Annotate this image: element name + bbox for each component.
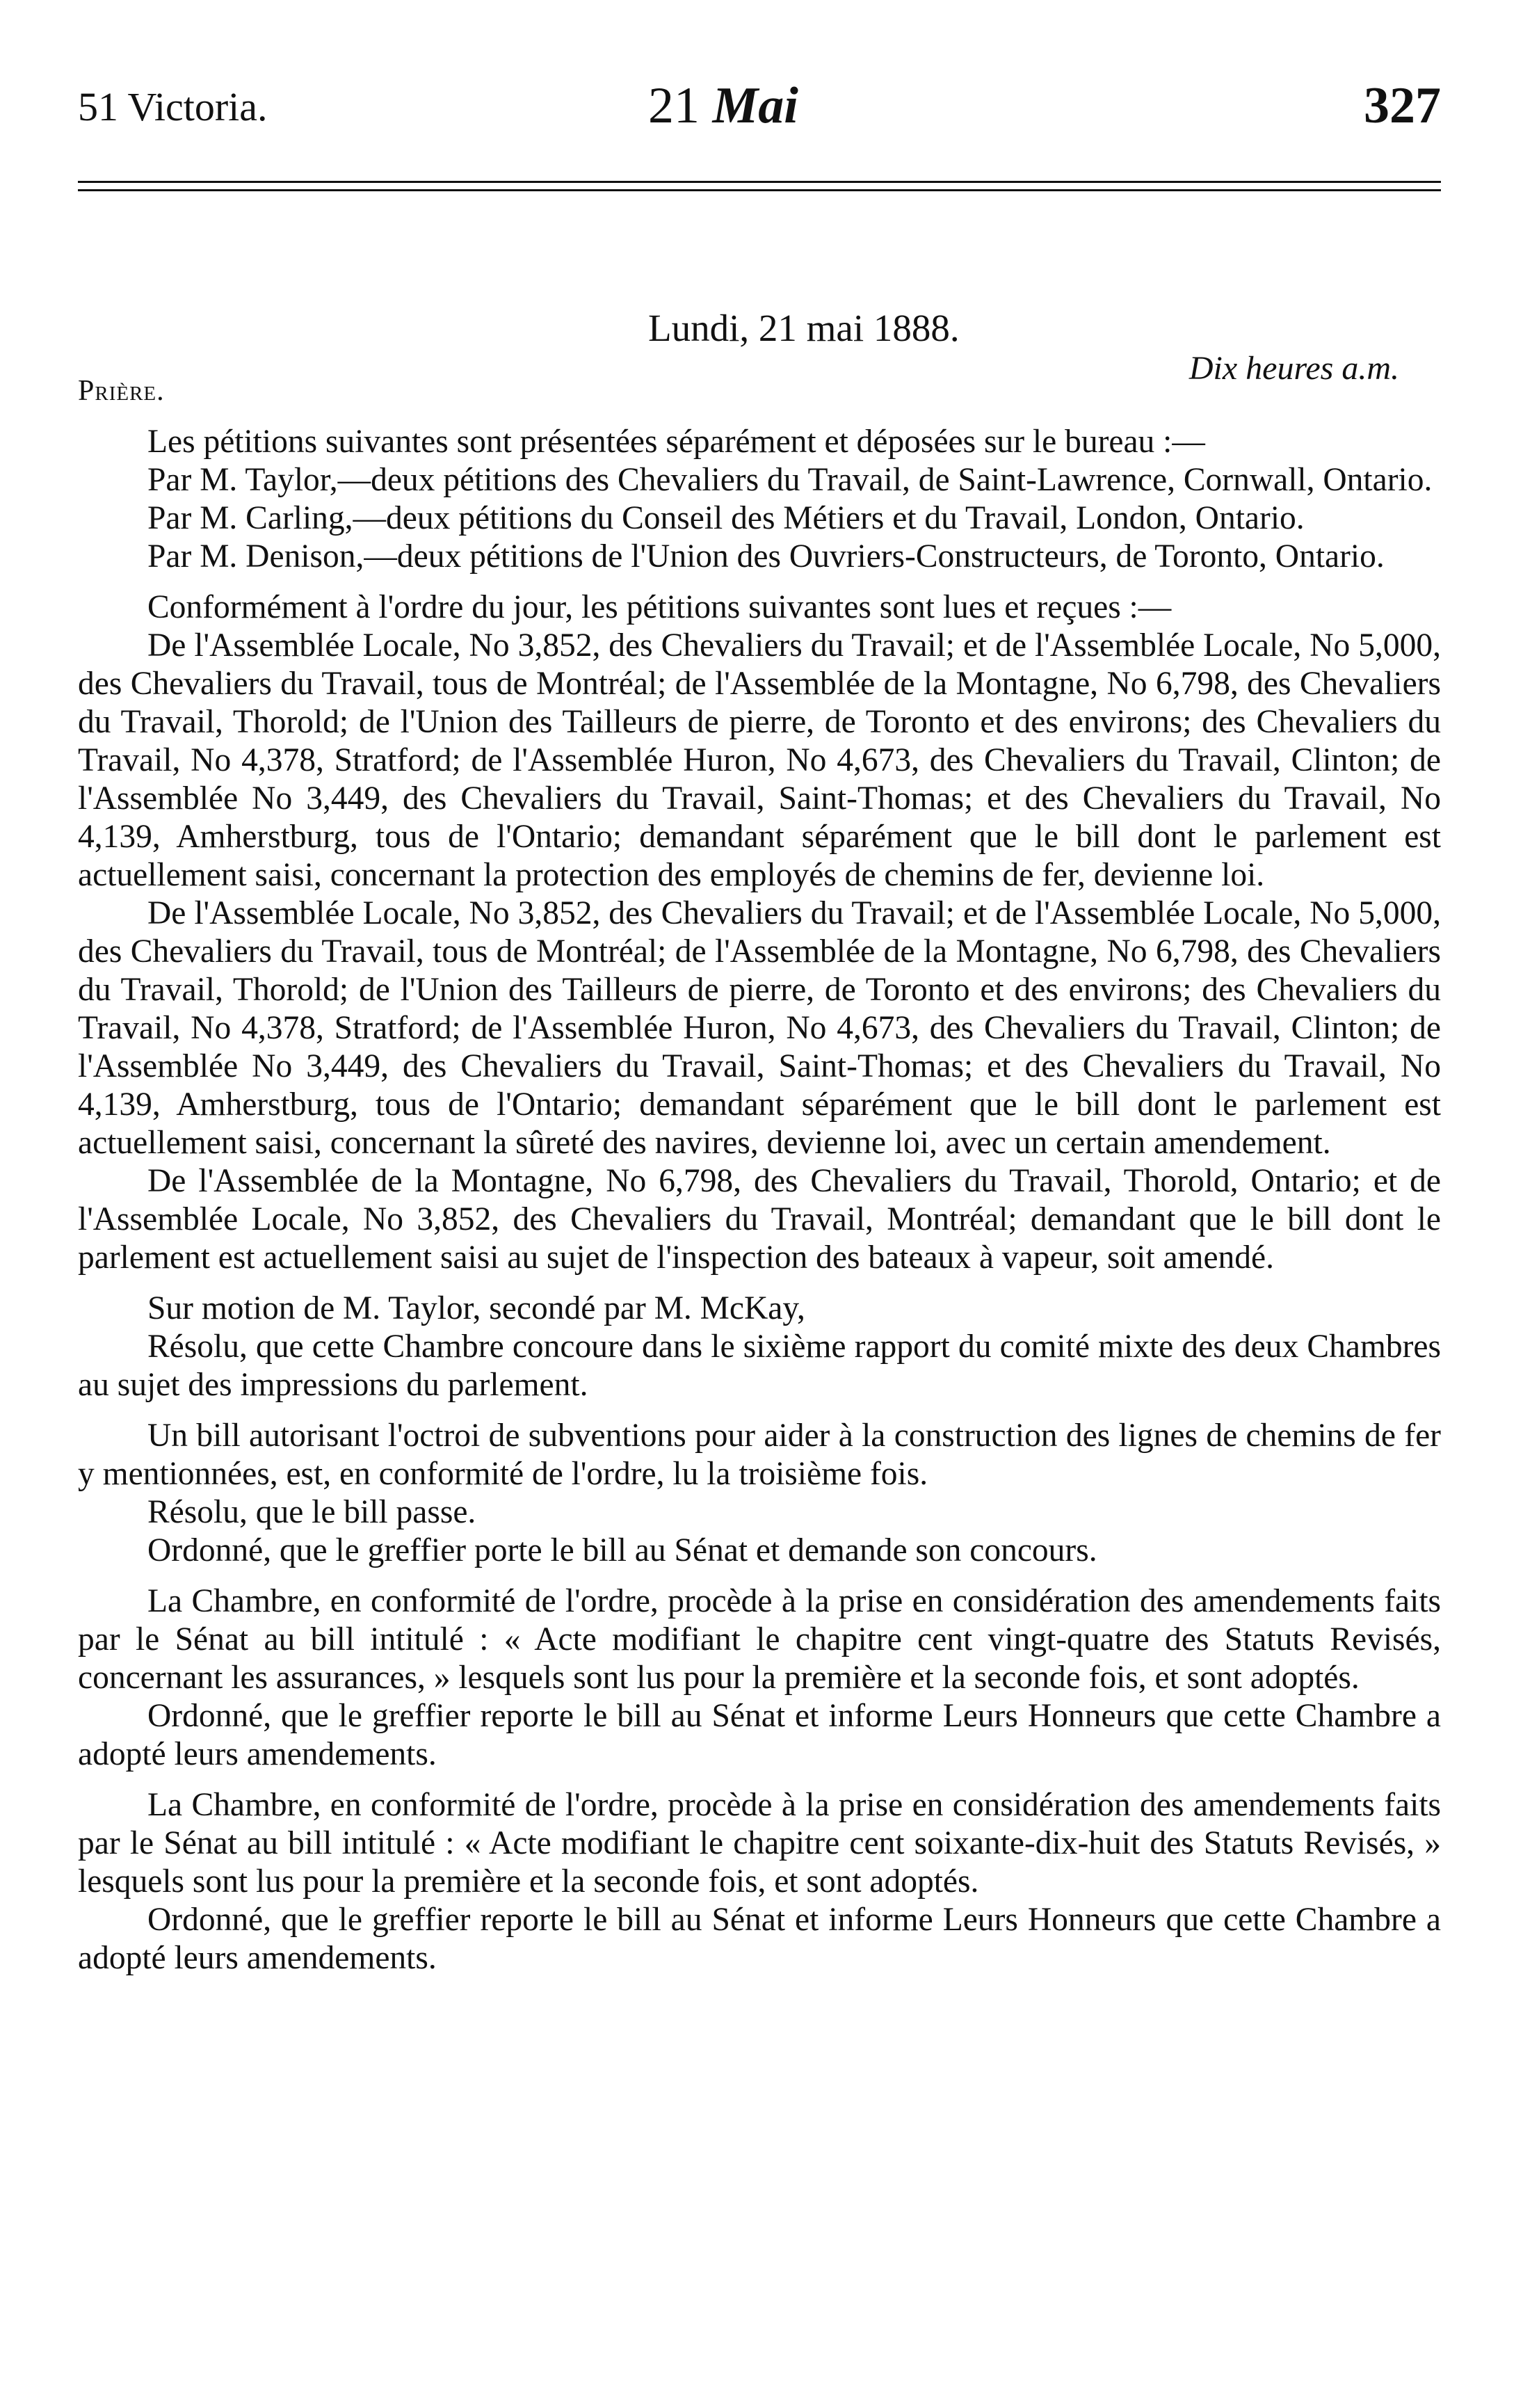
paragraph: De l'Assemblée Locale, No 3,852, des Chevaliers du Travail; et de l'Assemblée Locale, No 5,000, des Chevaliers du Travail, tous de Montréal; de l'Assemblée de la Montagne, No 6,798, des Chevaliers du Travail, Thorold; de l'Union des Tailleurs de pierre, de Toronto et des environs; des Chevaliers du Travail, No 4,378, Stratford; de l'Assemblée Huron, No 4,673, des Chevaliers du Travail, Clinton; de l'Assemblée No 3,449, des Chevaliers du Travail, Saint-Thomas; et des Chevaliers du Travail, No 4,139, Amherstburg, tous de l'Ontario; demandant séparément que le bill dont le parlement est actuellement saisi, concernant la protection des employés de chemins de fer, devienne loi.	[78, 627, 1441, 893]
paragraph: Ordonné, que le greffier reporte le bill au Sénat et informe Leurs Honneurs que cette Chambre a adopté leurs amendements.	[78, 1902, 1441, 1976]
journal-page	[78, 77, 1441, 1976]
paragraph: Par M. Taylor,—deux pétitions des Chevaliers du Travail, de Saint-Lawrence, Cornwall, Ontario.	[147, 462, 1433, 498]
paragraph: Par M. Denison,—deux pétitions de l'Union des Ouvriers-Constructeurs, de Toronto, Ontario.	[147, 538, 1385, 575]
paragraph: De l'Assemblée Locale, No 3,852, des Chevaliers du Travail; et de l'Assemblée Locale, No 5,000, des Chevaliers du Travail, tous de Montréal; de l'Assemblée de la Montagne, No 6,798, des Chevaliers du Travail, Thorold; de l'Union des Tailleurs de pierre, de Toronto et des environs; des Chevaliers du Travail, No 4,378, Stratford; de l'Assemblée Huron, No 4,673, des Chevaliers du Travail, Clinton; de l'Assemblée No 3,449, des Chevaliers du Travail, Saint-Thomas; et des Chevaliers du Travail, No 4,139, Amherstburg, tous de l'Ontario; demandant séparément que le bill dont le parlement est actuellement saisi, concernant la sûreté des navires, devienne loi, avec un certain amendement.	[78, 895, 1441, 1161]
paragraph: Ordonné, que le greffier porte le bill au Sénat et demande son concours.	[147, 1532, 1097, 1568]
sitting-date: Lundi, 21 mai 1888.	[648, 307, 960, 349]
paragraph: Résolu, que le bill passe.	[147, 1494, 476, 1530]
header-day: 21	[648, 77, 700, 134]
paragraph: Conformément à l'ordre du jour, les pétitions suivantes sont lues et reçues :—	[147, 589, 1172, 625]
sitting-time: Dix heures a.m.	[1188, 350, 1399, 387]
paragraph: Sur motion de M. Taylor, secondé par M. McKay,	[147, 1290, 805, 1326]
header-month: Mai	[712, 77, 798, 134]
page-number: 327	[1364, 77, 1441, 134]
paragraph: La Chambre, en conformité de l'ordre, procède à la prise en considération des amendements faits par le Sénat au bill intitulé : « Acte modifiant le chapitre cent vingt-quatre des Statuts Revisés, concernant les assurances, » lesquels sont lus pour la première et la seconde fois, et sont adoptés.	[78, 1583, 1441, 1696]
header-rule-bottom	[78, 189, 1441, 191]
paragraph: Les pétitions suivantes sont présentées séparément et déposées sur le bureau :—	[147, 424, 1205, 460]
header-date	[648, 77, 798, 136]
paragraph: La Chambre, en conformité de l'ordre, procède à la prise en considération des amendements faits par le Sénat au bill intitulé : « Acte modifiant le chapitre cent soixante-dix-huit des Statuts Revisés, » lesquels sont lus pour la première et la seconde fois, et sont adoptés.	[78, 1787, 1441, 1900]
session-label: 51 Victoria.	[78, 84, 268, 129]
paragraph: Résolu, que cette Chambre concoure dans le sixième rapport du comité mixte des deux Chambres au sujet des impressions du parlement.	[78, 1329, 1441, 1403]
section-label-priere: Prière.	[78, 375, 165, 407]
running-header	[78, 77, 1441, 153]
paragraph: Un bill autorisant l'octroi de subventions pour aider à la construction des lignes de chemins de fer y mentionnées, est, en conformité de l'ordre, lu la troisième fois.	[78, 1418, 1441, 1492]
header-rule-top	[78, 181, 1441, 183]
paragraph: De l'Assemblée de la Montagne, No 6,798, des Chevaliers du Travail, Thorold, Ontario; et de l'Assemblée Locale, No 3,852, des Chevaliers du Travail, Montréal; demandant que le bill dont le parlement est actuellement saisi au sujet de l'inspection des bateaux à vapeur, soit amendé.	[78, 1163, 1441, 1276]
paragraph: Ordonné, que le greffier reporte le bill au Sénat et informe Leurs Honneurs que cette Chambre a adopté leurs amendements.	[78, 1698, 1441, 1772]
journal-body	[78, 423, 1441, 1977]
paragraph: Par M. Carling,—deux pétitions du Conseil des Métiers et du Travail, London, Ontario.	[147, 500, 1305, 536]
